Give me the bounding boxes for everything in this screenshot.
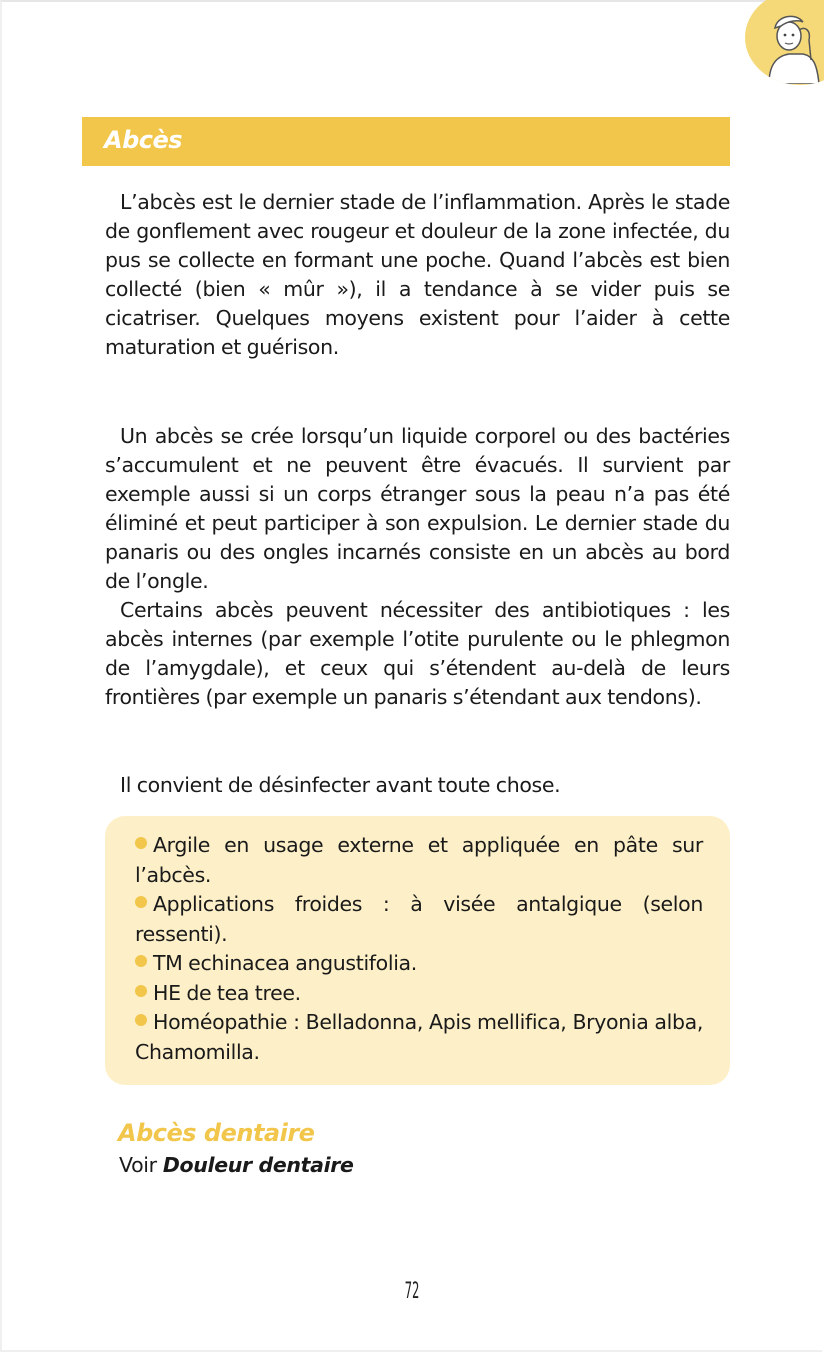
list-item <box>135 1008 703 1067</box>
remedies-list <box>135 831 703 1067</box>
remedy-text: Homéopathie : Belladonna, Apis mellifica, Bryonia alba, Chamomilla. <box>135 1010 703 1064</box>
section-title: Abcès <box>104 126 183 154</box>
list-item <box>135 831 703 890</box>
bullet-dot-icon <box>135 837 147 849</box>
remedies-box <box>105 816 730 1085</box>
paragraph-causes: Un abcès se crée lorsqu’un liquide corporel ou des bactéries s’accumulent et ne peuvent être évacués. Il survient par exemple aussi si un corps étranger sous la peau n’a pas été éliminé et peut participer à son expulsion. Le dernier stade du panaris ou des ongles incarnés consiste en un abcès au bord de l’ongle. <box>105 424 730 593</box>
bullet-dot-icon <box>135 955 147 967</box>
paragraph-disinfect: Il convient de désinfecter avant toute chose. <box>120 773 561 797</box>
remedy-text: HE de tea tree. <box>153 980 301 1005</box>
paragraph-definition: L’abcès est le dernier stade de l’inflammation. Après le stade de gonflement avec rougeur et douleur de la zone infectée, du pus se collecte en formant une poche. Quand l’abcès est bien collecté (bien « mûr »), il a tendance à se vider puis se cicatriser. Quelques moyens existent pour l’aider à cette maturation et guérison. <box>105 190 730 359</box>
remedy-text: Applications froides : à visée antalgique (selon ressenti). <box>135 892 703 946</box>
see-also-link[interactable]: Douleur dentaire <box>162 1153 354 1177</box>
see-also-prefix: Voir <box>119 1153 163 1177</box>
thinking-person-icon <box>759 4 824 84</box>
list-item <box>135 949 703 979</box>
list-item <box>135 979 703 1009</box>
bullet-dot-icon <box>135 985 147 997</box>
bullet-dot-icon <box>135 896 147 908</box>
remedy-text: TM echinacea angustifolia. <box>153 951 417 975</box>
page-number: 72 <box>404 1279 420 1304</box>
paragraph-antibiotics: Certains abcès peuvent nécessiter des antibiotiques : les abcès internes (par exemple l’otite purulente ou le phlegmon de l’amygdale), et ceux qui s’étendent au-delà de leurs frontières (par exemple un panaris s’étendant aux tendons). <box>105 598 730 709</box>
subsection-title: Abcès dentaire <box>118 1119 315 1147</box>
bullet-dot-icon <box>135 1014 147 1026</box>
section-title-bar <box>82 117 730 166</box>
list-item <box>135 890 703 949</box>
see-also-reference <box>119 1153 354 1177</box>
remedy-text: Argile en usage externe et appliquée en pâte sur l’abcès. <box>135 833 703 887</box>
